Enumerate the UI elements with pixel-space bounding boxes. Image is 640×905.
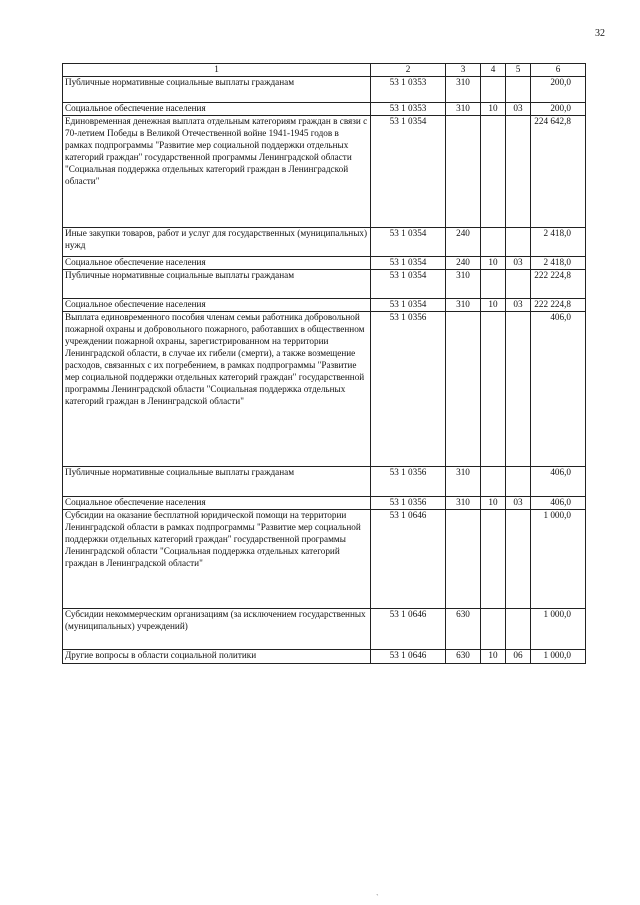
table-row (63, 496, 586, 509)
amount-cell: 2 418,0 (531, 256, 586, 269)
header-cell: 2 (371, 64, 446, 77)
amount-cell: 222 224,8 (531, 298, 586, 311)
expense-type-cell: 630 (446, 608, 481, 649)
table-row (63, 115, 586, 227)
name-cell: Другие вопросы в области социальной политики (63, 649, 371, 663)
section-cell: 10 (481, 256, 506, 269)
expense-type-cell: 310 (446, 298, 481, 311)
target-code-cell: 53 1 0356 (371, 496, 446, 509)
expense-type-cell: 310 (446, 269, 481, 298)
expense-type-cell: 630 (446, 649, 481, 663)
subsection-cell (506, 115, 531, 227)
header-cell: 1 (63, 64, 371, 77)
table-row (63, 298, 586, 311)
amount-cell: 2 418,0 (531, 227, 586, 256)
expense-type-cell: 310 (446, 496, 481, 509)
amount-cell: 1 000,0 (531, 608, 586, 649)
amount-cell: 406,0 (531, 466, 586, 496)
expense-type-cell: 240 (446, 256, 481, 269)
target-code-cell: 53 1 0356 (371, 311, 446, 466)
expense-type-cell (446, 115, 481, 227)
target-code-cell: 53 1 0646 (371, 649, 446, 663)
table-row (63, 608, 586, 649)
table-row (63, 509, 586, 608)
target-code-cell: 53 1 0354 (371, 115, 446, 227)
section-cell (481, 466, 506, 496)
amount-cell: 406,0 (531, 311, 586, 466)
section-cell (481, 115, 506, 227)
table-row (63, 102, 586, 115)
section-cell: 10 (481, 496, 506, 509)
subsection-cell (506, 608, 531, 649)
subsection-cell: 03 (506, 496, 531, 509)
expense-type-cell: 240 (446, 227, 481, 256)
name-cell: Публичные нормативные социальные выплаты гражданам (63, 269, 371, 298)
expense-type-cell (446, 311, 481, 466)
section-cell: 10 (481, 649, 506, 663)
section-cell (481, 269, 506, 298)
expense-type-cell: 310 (446, 466, 481, 496)
expense-type-cell (446, 509, 481, 608)
target-code-cell: 53 1 0356 (371, 466, 446, 496)
name-cell: Социальное обеспечение населения (63, 102, 371, 115)
section-cell: 10 (481, 298, 506, 311)
subsection-cell (506, 311, 531, 466)
amount-cell: 222 224,8 (531, 269, 586, 298)
subsection-cell: 06 (506, 649, 531, 663)
name-cell: Субсидии некоммерческим организациям (за исключением государственных (муниципальных) учреждений) (63, 608, 371, 649)
name-cell: Выплата единовременного пособия членам семьи работника добровольной пожарной охраны и добровольного пожарного, работавших в общественном учреждении пожарной охраны, зарегистрированном на территории Ленинградской области, в случае их гибели (смерти), а также возмещение расходов, связанных с их погребением, в рамках подпрограммы "Развитие мер социальной поддержки отдельных категорий граждан" государственной программы Ленинградской области "Социальная поддержка отдельных категорий граждан в Ленинградской области" (63, 311, 371, 466)
amount-cell: 406,0 (531, 496, 586, 509)
table-row (63, 269, 586, 298)
subsection-cell (506, 269, 531, 298)
name-cell: Публичные нормативные социальные выплаты гражданам (63, 76, 371, 102)
name-cell: Публичные нормативные социальные выплаты гражданам (63, 466, 371, 496)
budget-table (62, 63, 586, 664)
target-code-cell: 53 1 0646 (371, 608, 446, 649)
expense-type-cell: 310 (446, 76, 481, 102)
subsection-cell: 03 (506, 256, 531, 269)
header-cell: 5 (506, 64, 531, 77)
amount-cell: 200,0 (531, 76, 586, 102)
table-header-row (63, 64, 586, 77)
section-cell (481, 509, 506, 608)
target-code-cell: 53 1 0354 (371, 256, 446, 269)
name-cell: Единовременная денежная выплата отдельным категориям граждан в связи с 70-летием Победы в Великой Отечественной войне 1941-1945 годов в рамках подпрограммы "Развитие мер социальной поддержки отдельных категорий граждан" государственной программы Ленинградской области "Социальная поддержка отдельных категорий граждан в Ленинградской области" (63, 115, 371, 227)
table-row (63, 466, 586, 496)
amount-cell: 224 642,8 (531, 115, 586, 227)
table-row (63, 311, 586, 466)
header-cell: 3 (446, 64, 481, 77)
subsection-cell: 03 (506, 102, 531, 115)
section-cell: 10 (481, 102, 506, 115)
target-code-cell: 53 1 0353 (371, 76, 446, 102)
target-code-cell: 53 1 0354 (371, 269, 446, 298)
section-cell (481, 311, 506, 466)
table-row (63, 256, 586, 269)
subsection-cell: 03 (506, 298, 531, 311)
amount-cell: 1 000,0 (531, 649, 586, 663)
section-cell (481, 76, 506, 102)
section-cell (481, 608, 506, 649)
section-cell (481, 227, 506, 256)
name-cell: Социальное обеспечение населения (63, 496, 371, 509)
name-cell: Иные закупки товаров, работ и услуг для государственных (муниципальных) нужд (63, 227, 371, 256)
amount-cell: 200,0 (531, 102, 586, 115)
table-row (63, 649, 586, 663)
name-cell: Субсидии на оказание бесплатной юридической помощи на территории Ленинградской области в рамках подпрограммы "Развитие мер социальной поддержки отдельных категорий граждан" государственной программы Ленинградской области "Социальная поддержка отдельных категорий граждан в Ленинградской области" (63, 509, 371, 608)
expense-type-cell: 310 (446, 102, 481, 115)
target-code-cell: 53 1 0354 (371, 298, 446, 311)
table-row (63, 227, 586, 256)
subsection-cell (506, 76, 531, 102)
name-cell: Социальное обеспечение населения (63, 298, 371, 311)
scan-mark: ` (376, 893, 379, 902)
target-code-cell: 53 1 0646 (371, 509, 446, 608)
header-cell: 4 (481, 64, 506, 77)
target-code-cell: 53 1 0353 (371, 102, 446, 115)
target-code-cell: 53 1 0354 (371, 227, 446, 256)
table-row (63, 76, 586, 102)
subsection-cell (506, 509, 531, 608)
header-cell: 6 (531, 64, 586, 77)
name-cell: Социальное обеспечение населения (63, 256, 371, 269)
subsection-cell (506, 227, 531, 256)
page-number: 32 (595, 28, 605, 39)
amount-cell: 1 000,0 (531, 509, 586, 608)
subsection-cell (506, 466, 531, 496)
